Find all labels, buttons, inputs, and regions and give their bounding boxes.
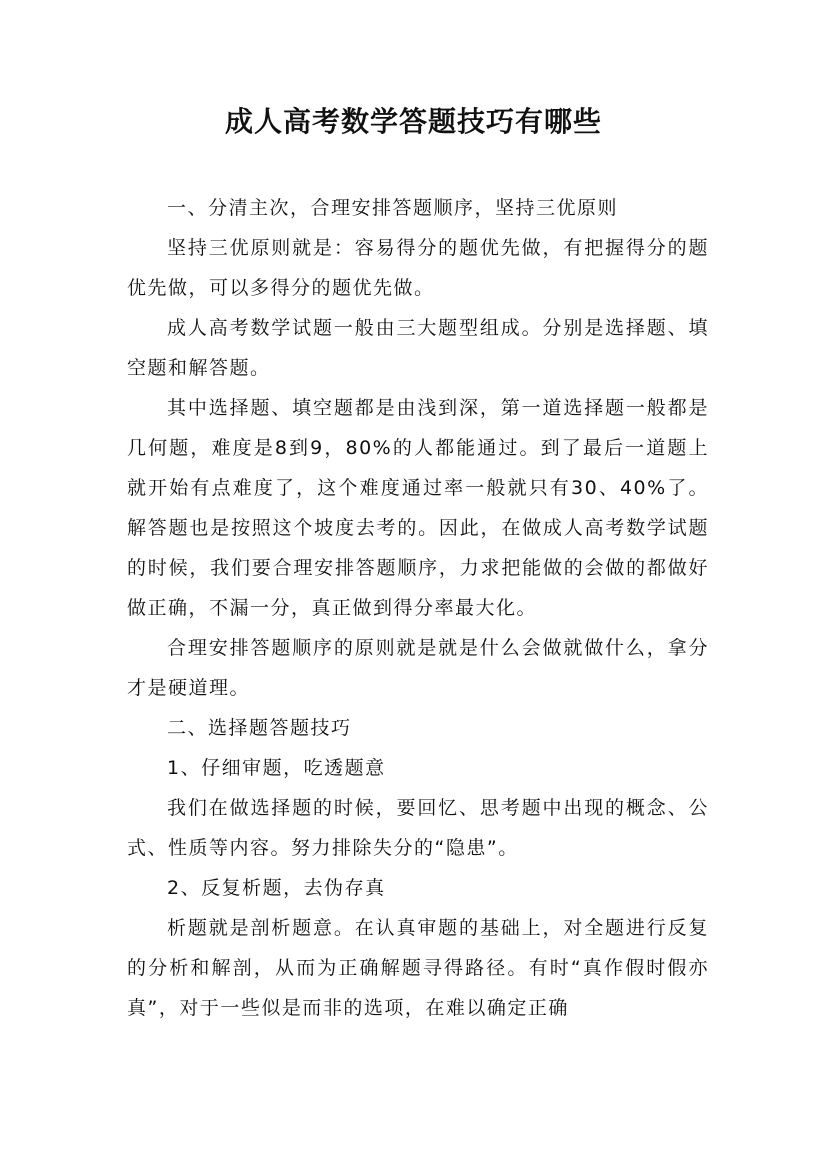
paragraph: 坚持三优原则就是：容易得分的题优先做，有把握得分的题优先做，可以多得分的题优先做。 (127, 237, 709, 299)
subheading-2: 2、反复析题，去伪存真 (167, 877, 386, 899)
subheading-1: 1、仔细审题，吃透题意 (167, 757, 386, 779)
section-heading-2: 二、选择题答题技巧 (167, 717, 352, 739)
document-body (127, 188, 709, 1028)
document-title: 成人高考数学答题技巧有哪些 (224, 105, 602, 138)
paragraph: 我们在做选择题的时候，要回忆、思考题中出现的概念、公式、性质等内容。努力排除失分的“隐患”。 (127, 797, 709, 859)
paragraph: 其中选择题、填空题都是由浅到深，第一道选择题一般都是几何题，难度是8到9，80%的人都能通过。到了最后一道题上就开始有点难度了，这个难度通过率一般就只有30、40%了。解答题也是按照这个坡度去考的。因此，在做成人高考数学试题的时候，我们要合理安排答题顺序，力求把能做的会做的都做好做正确，不漏一分，真正做到得分率最大化。 (127, 397, 709, 619)
paragraph: 成人高考数学试题一般由三大题型组成。分别是选择题、填空题和解答题。 (127, 317, 709, 379)
paragraph: 合理安排答题顺序的原则就是就是什么会做就做什么，拿分才是硬道理。 (127, 637, 709, 699)
paragraph: 析题就是剖析题意。在认真审题的基础上，对全题进行反复的分析和解剖，从而为正确解题寻得路径。有时“真作假时假亦真”，对于一些似是而非的选项，在难以确定正确 (127, 917, 709, 1019)
section-heading-1: 一、分清主次，合理安排答题顺序，坚持三优原则 (167, 197, 619, 219)
